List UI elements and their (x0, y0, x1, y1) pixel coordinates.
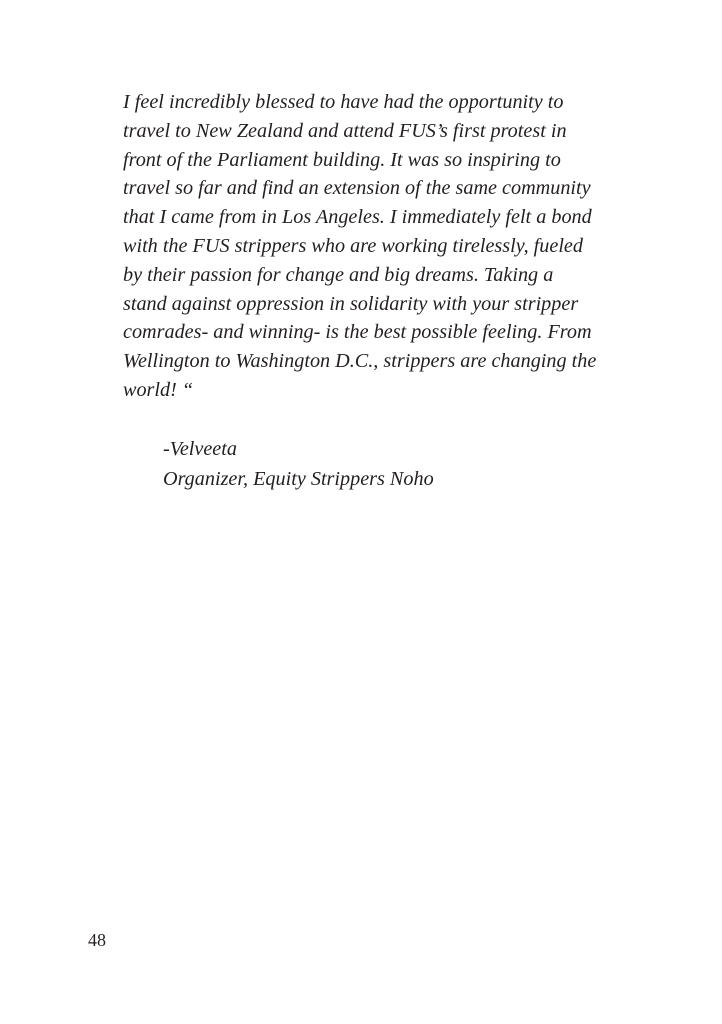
quote-line: Wellington to Washington D.C., strippers are changing the (123, 350, 597, 373)
quote-line: world! “ (123, 378, 194, 401)
quote-line: stand against oppression in solidarity with your stripper (123, 292, 579, 315)
attribution-name: -Velveeta (163, 438, 237, 460)
quote-line: by their passion for change and big dreams. Taking a (123, 263, 554, 286)
quote-line: that I came from in Los Angeles. I immediately felt a bond (123, 206, 592, 229)
attribution (163, 434, 434, 494)
quote-line: travel to New Zealand and attend FUS’s first protest in (123, 119, 567, 142)
quote-line: with the FUS strippers who are working tirelessly, fueled (123, 234, 583, 257)
attribution-title: Organizer, Equity Strippers Noho (163, 468, 434, 490)
quote-paragraph (123, 88, 633, 405)
quote-line: travel so far and find an extension of the same community (123, 177, 591, 200)
quote-line: comrades- and winning- is the best possible feeling. From (123, 321, 592, 344)
page-number: 48 (88, 930, 106, 950)
quote-line: I feel incredibly blessed to have had the opportunity to (123, 91, 564, 113)
quote-line: front of the Parliament building. It was so inspiring to (123, 148, 561, 171)
